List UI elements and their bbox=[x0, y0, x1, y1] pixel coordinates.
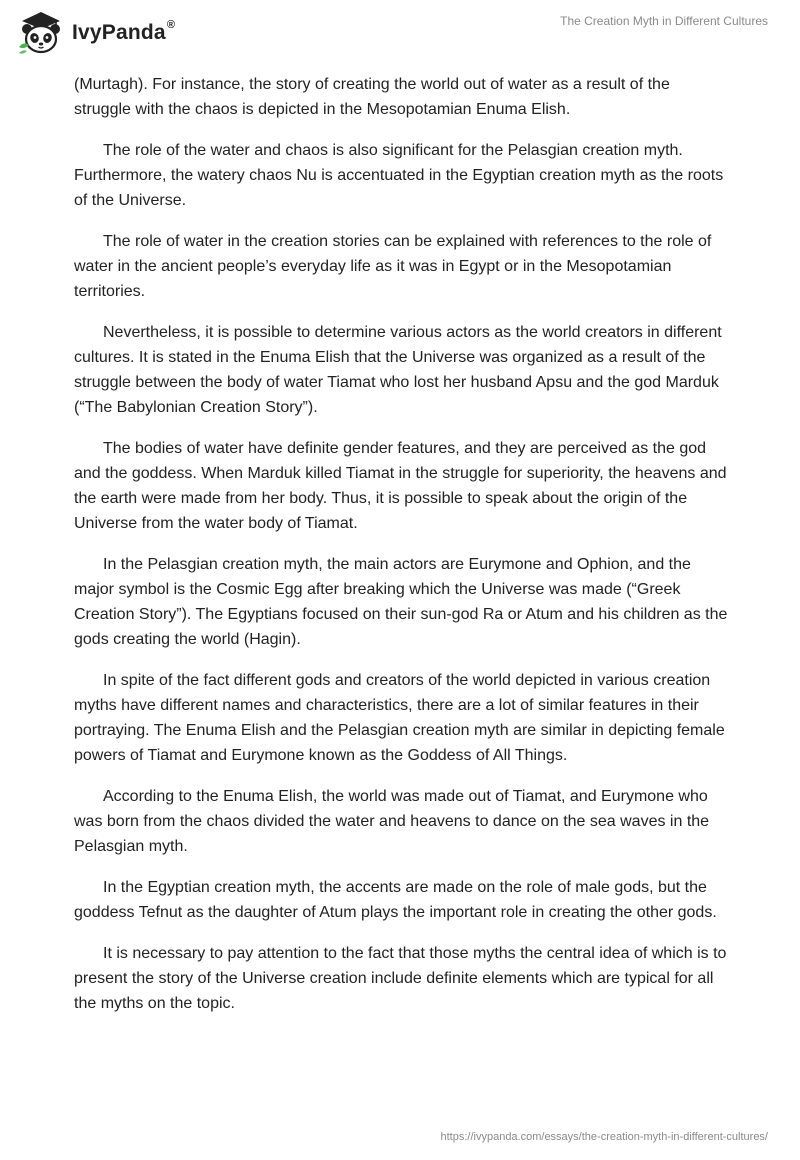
paragraph-6: In the Pelasgian creation myth, the main actors are Eurymone and Ophion, and the major symbol is the Cosmic Egg after breaking which the Universe was made (“Greek Creation Story”). The Egyptians focused on their sun-god Ra or Atum and his children as the gods creating the world (Hagin). bbox=[74, 556, 728, 648]
paragraph-5: The bodies of water have definite gender features, and they are perceived as the god and the goddess. When Marduk killed Tiamat in the struggle for superiority, the heavens and the earth were made from her body. Thus, it is possible to speak about the origin of the Universe from the water body of Tiamat. bbox=[74, 440, 727, 532]
panda-graduation-cap-icon bbox=[16, 7, 66, 57]
registered-mark: ® bbox=[166, 19, 176, 31]
paragraph-1: (Murtagh). For instance, the story of creating the world out of water as a result of the struggle with the chaos is depicted in the Mesopotamian Enuma Elish. bbox=[74, 76, 670, 118]
page-url[interactable]: https://ivypanda.com/essays/the-creation-myth-in-different-cultures/ bbox=[440, 1131, 768, 1143]
page-header bbox=[0, 0, 800, 66]
paragraph-4: Nevertheless, it is possible to determine various actors as the world creators in different cultures. It is stated in the Enuma Elish that the Universe was organized as a result of the struggle between the body of water Tiamat who lost her husband Apsu and the god Marduk (“The Babylonian Creation Story”). bbox=[74, 324, 722, 416]
paragraph-2: The role of the water and chaos is also significant for the Pelasgian creation myth. Furthermore, the watery chaos Nu is accentuated in the Egyptian creation myth as the roots of the Universe. bbox=[74, 142, 724, 209]
paragraph-7: In spite of the fact different gods and creators of the world depicted in various creation myths have different names and characteristics, there are a lot of similar features in their portraying. The Enuma Elish and the Pelasgian creation myth are similar in depicting female powers of Tiamat and Eurymone known as the Goddess of All Things. bbox=[74, 672, 725, 764]
paragraph-8: According to the Enuma Elish, the world was made out of Tiamat, and Eurymone who was born from the chaos divided the water and heavens to dance on the sea waves in the Pelasgian myth. bbox=[74, 788, 710, 855]
document-title: The Creation Myth in Different Cultures bbox=[560, 14, 768, 28]
paragraph-9: In the Egyptian creation myth, the accents are made on the role of male gods, but the goddess Tefnut as the daughter of Atum plays the important role in creating the other gods. bbox=[74, 879, 717, 921]
paragraph-10: It is necessary to pay attention to the fact that those myths the central idea of which is to present the story of the Universe creation include definite elements which are typical for all the myths on the topic. bbox=[74, 945, 727, 1012]
ivypanda-logo[interactable] bbox=[16, 7, 175, 57]
paragraph-3: The role of water in the creation stories can be explained with references to the role of water in the ancient people’s everyday life as it was in Egypt or in the Mesopotamian territories. bbox=[74, 233, 712, 300]
essay-body bbox=[74, 72, 730, 1032]
brand-name: IvyPanda® bbox=[72, 19, 176, 44]
